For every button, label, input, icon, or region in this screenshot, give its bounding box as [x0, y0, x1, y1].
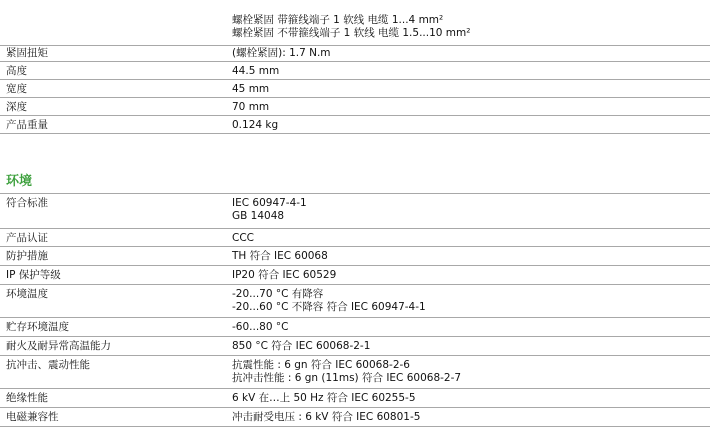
row-label: 防护措施 — [6, 250, 48, 262]
row-label: 抗冲击、震动性能 — [6, 359, 90, 371]
row-label: 宽度 — [6, 83, 27, 95]
row-value — [232, 411, 710, 424]
row-label: 电磁兼容性 — [6, 411, 59, 423]
table-row — [0, 266, 710, 285]
table-row — [0, 13, 710, 46]
row-value — [232, 340, 710, 353]
value-line: (螺栓紧固): 1.7 N.m — [232, 47, 331, 59]
value-line: 冲击耐受电压 : 6 kV 符合 IEC 60801-5 — [232, 411, 421, 423]
row-label: 紧固扭矩 — [6, 47, 48, 59]
row-label: 耐火及耐异常高温能力 — [6, 340, 111, 352]
value-line: 6 kV 在…上 50 Hz 符合 IEC 60255-5 — [232, 392, 416, 404]
table-row — [0, 408, 710, 427]
value-line: IP20 符合 IEC 60529 — [232, 269, 337, 281]
value-line: 抗冲击性能 : 6 gn (11ms) 符合 IEC 60068-2-7 — [232, 372, 462, 384]
row-value — [232, 119, 710, 132]
table-row — [0, 356, 710, 389]
row-value — [232, 392, 710, 405]
table-row — [0, 98, 710, 116]
row-value — [232, 321, 710, 334]
value-line: IEC 60947-4-1 — [232, 197, 307, 209]
table-row — [0, 80, 710, 98]
environment-table — [0, 193, 710, 427]
value-line: TH 符合 IEC 60068 — [232, 250, 328, 262]
value-line: 850 °C 符合 IEC 60068-2-1 — [232, 340, 371, 352]
spec-table-top — [0, 13, 710, 134]
value-line: 抗震性能 : 6 gn 符合 IEC 60068-2-6 — [232, 359, 410, 371]
value-line: 螺栓紧固 不带箍线端子 1 软线 电缆 1.5...10 mm² — [232, 27, 471, 39]
table-row — [0, 62, 710, 80]
row-label: 符合标准 — [6, 197, 48, 209]
row-label: 环境温度 — [6, 288, 48, 300]
value-line: 0.124 kg — [232, 119, 279, 131]
value-line: 70 mm — [232, 101, 270, 113]
row-label: 产品重量 — [6, 119, 48, 131]
row-value — [232, 359, 710, 385]
table-row — [0, 285, 710, 318]
value-line: -60...80 °C — [232, 321, 289, 333]
row-label: 绝缘性能 — [6, 392, 48, 404]
row-label: 贮存环境温度 — [6, 321, 69, 333]
row-value — [232, 269, 710, 282]
row-value — [232, 232, 710, 245]
row-value — [232, 83, 710, 96]
row-label: 高度 — [6, 65, 27, 77]
value-line: -20...70 °C 有降容 — [232, 288, 324, 300]
table-row — [0, 194, 710, 229]
section-title-environment: 环境 — [6, 174, 33, 189]
row-value — [232, 250, 710, 263]
value-line: 44.5 mm — [232, 65, 280, 77]
table-row — [0, 116, 710, 134]
table-row — [0, 389, 710, 408]
row-label: IP 保护等级 — [6, 269, 61, 281]
value-line: CCC — [232, 232, 254, 244]
value-line: 螺栓紧固 带箍线端子 1 软线 电缆 1...4 mm² — [232, 14, 444, 26]
row-label: 深度 — [6, 101, 27, 113]
table-row — [0, 229, 710, 247]
table-row — [0, 318, 710, 337]
value-line: 45 mm — [232, 83, 270, 95]
row-value — [232, 47, 710, 60]
table-row — [0, 46, 710, 62]
row-value — [232, 288, 710, 314]
row-value — [232, 14, 710, 40]
row-value — [232, 65, 710, 78]
row-value — [232, 197, 710, 223]
value-line: -20...60 °C 不降容 符合 IEC 60947-4-1 — [232, 301, 426, 313]
table-row — [0, 337, 710, 356]
row-label: 产品认证 — [6, 232, 48, 244]
value-line: GB 14048 — [232, 210, 285, 222]
row-value — [232, 101, 710, 114]
table-row — [0, 247, 710, 266]
